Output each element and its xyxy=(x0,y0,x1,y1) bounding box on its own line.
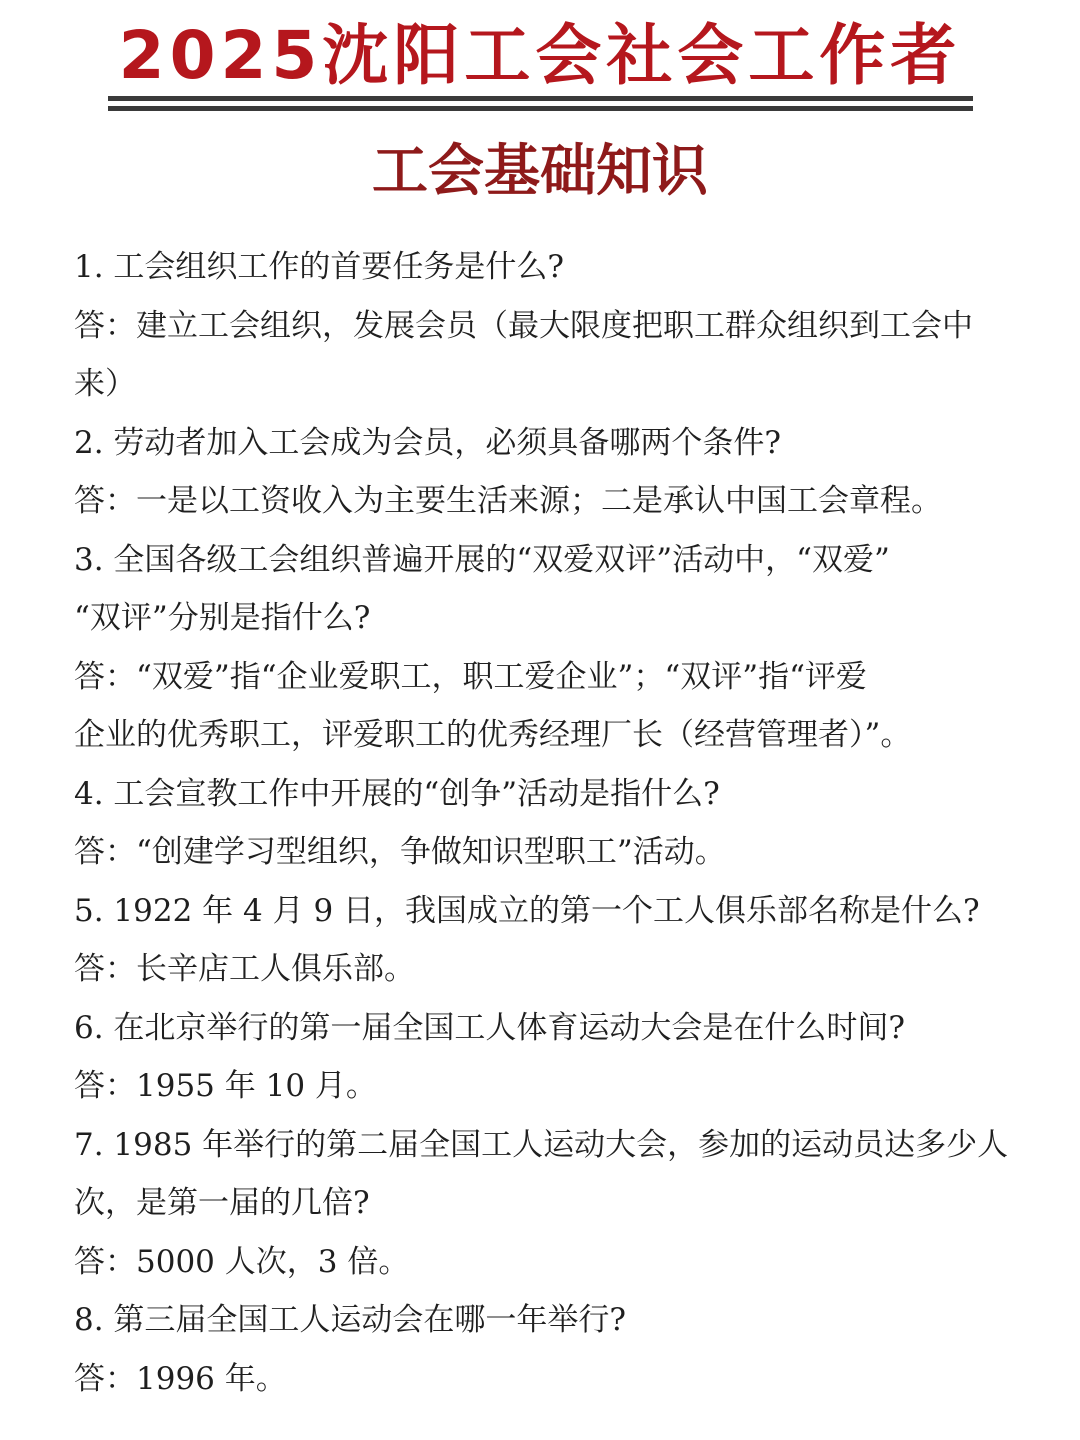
question-line: 7. 1985 年举行的第二届全国工人运动大会，参加的运动员达多少人 xyxy=(74,1126,1009,1163)
main-title: 2025沈阳工会社会工作者 xyxy=(118,17,962,94)
answer-line: 答：5000 人次，3 倍。 xyxy=(74,1243,410,1280)
answer-line: 答：长辛店工人俱乐部。 xyxy=(74,951,415,987)
qa-item xyxy=(74,238,1010,414)
title-rule-bottom xyxy=(108,106,973,111)
qa-item xyxy=(74,414,1010,531)
question-line: 5. 1922 年 4 月 9 日，我国成立的第一个工人俱乐部名称是什么? xyxy=(74,892,980,929)
answer-line: 来） xyxy=(74,366,136,402)
qa-item xyxy=(74,765,1010,882)
question-line: 3. 全国各级工会组织普遍开展的“双爱双评”活动中，“双爱” xyxy=(74,541,890,578)
title-rule-top xyxy=(108,96,973,101)
question-line: 2. 劳动者加入工会成为会员，必须具备哪两个条件? xyxy=(74,424,782,461)
answer-line: 答：1955 年 10 月。 xyxy=(74,1068,377,1104)
answer-line: 答：“创建学习型组织，争做知识型职工”活动。 xyxy=(74,834,726,870)
question-line: “双评”分别是指什么? xyxy=(74,600,371,636)
section-title: 工会基础知识 xyxy=(372,139,708,204)
qa-list xyxy=(74,238,1010,1408)
qa-item xyxy=(74,1116,1010,1292)
qa-item xyxy=(74,882,1010,999)
qa-item xyxy=(74,531,1010,765)
question-line: 8. 第三届全国工人运动会在哪一年举行? xyxy=(74,1302,627,1338)
answer-line: 企业的优秀职工，评爱职工的优秀经理厂长（经营管理者）”。 xyxy=(74,717,912,753)
qa-item xyxy=(74,999,1010,1116)
answer-line: 答：一是以工资收入为主要生活来源；二是承认中国工会章程。 xyxy=(74,483,942,519)
answer-line: 答：“双爱”指“企业爱职工，职工爱企业”；“双评”指“评爱 xyxy=(74,658,867,695)
question-line: 1. 工会组织工作的首要任务是什么? xyxy=(74,249,565,285)
qa-item xyxy=(74,1291,1010,1408)
question-line: 4. 工会宣教工作中开展的“创争”活动是指什么? xyxy=(74,775,720,812)
question-line: 次，是第一届的几倍? xyxy=(74,1185,370,1221)
answer-line: 答：1996 年。 xyxy=(74,1360,287,1397)
question-line: 6. 在北京举行的第一届全国工人体育运动大会是在什么时间? xyxy=(74,1009,906,1046)
answer-line: 答：建立工会组织，发展会员（最大限度把职工群众组织到工会中 xyxy=(74,307,973,344)
